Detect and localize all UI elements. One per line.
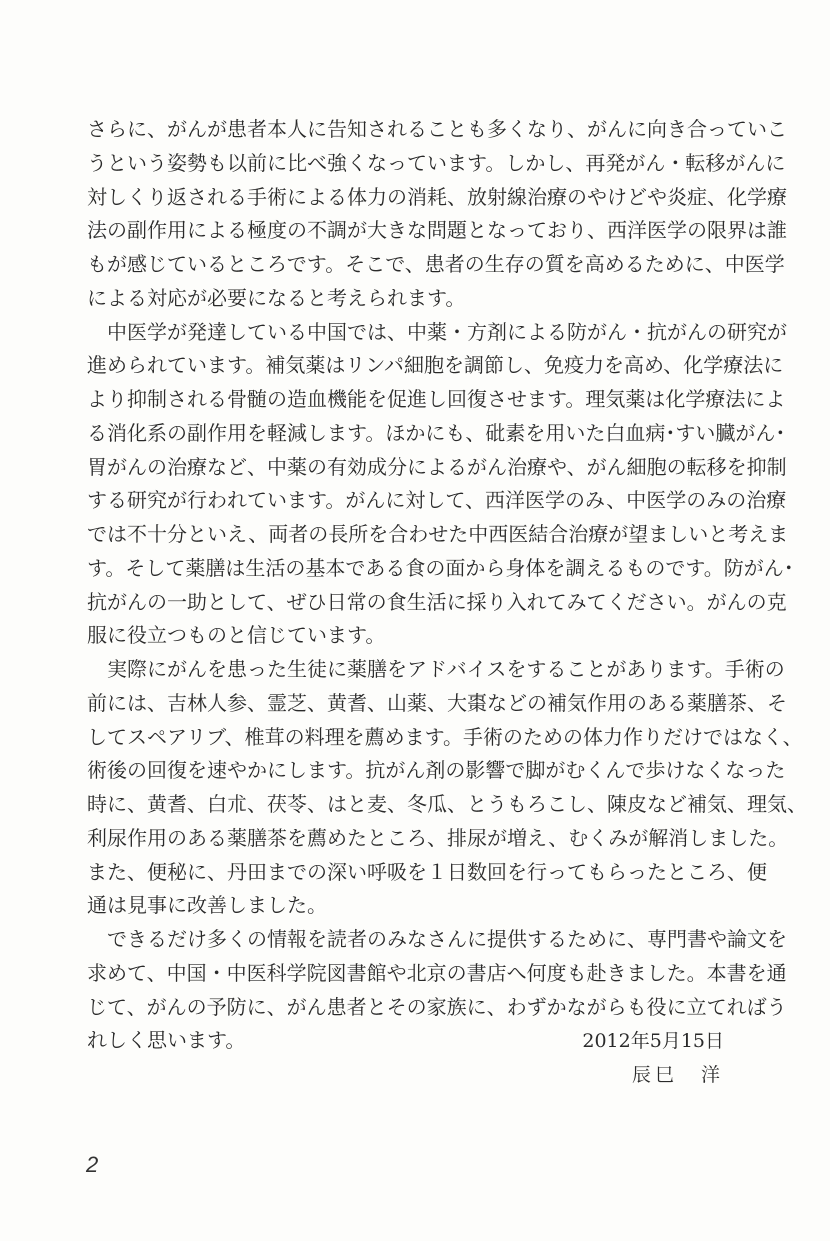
text-line: 対しくり返される手術による体力の消耗、放射線治療のやけどや炎症、化学療	[87, 184, 787, 209]
text-line: 胃がんの治療など、中薬の有効成分によるがん治療や、がん細胞の転移を抑制	[87, 454, 787, 479]
text-line: さらに、がんが患者本人に告知されることも多くなり、がんに向き合っていこ	[87, 117, 787, 141]
text-line: る消化系の副作用を軽減します。ほかにも、砒素を用いた白血病･すい臓がん･	[87, 420, 786, 445]
text-line: 時に、黄耆、白朮、茯苓、はと麦、冬瓜、とうもろこし、陳皮など補気、理気、	[87, 792, 807, 816]
text-line: 術後の回復を速やかにします。抗がん剤の影響で脚がむくんで歩けなくなった	[87, 758, 786, 783]
text-line: してスペアリブ、椎茸の料理を薦めます。手術のための体力作りだけではなく、	[87, 724, 803, 749]
text-line: また、便秘に、丹田までの深い呼吸を１日数回を行ってもらったところ、便	[87, 859, 767, 884]
text-line: 通は見事に改善しました。	[87, 893, 327, 918]
signature-author: 辰巳 洋	[631, 1064, 724, 1086]
text-line: する研究が行われています。がんに対して、西洋医学のみ、中医学のみの治療	[87, 488, 787, 513]
text-line: 服に役立つものと信じています。	[87, 623, 386, 648]
text-line: 中医学が発達している中国では、中薬・方剤による防がん・抗がんの研究が	[87, 319, 787, 344]
text-line: 進められています。補気薬はリンパ細胞を調節し、免疫力を高め、化学療法に	[87, 353, 784, 378]
text-line: 求めて、中国・中医科学院図書館や北京の書店へ何度も赴きました。本書を通	[87, 960, 787, 985]
text-line: れしく思います。	[87, 1028, 246, 1053]
text-line: できるだけ多くの情報を読者のみなさんに提供するために、専門書や論文を	[87, 927, 787, 951]
text-line: もが感じているところです。そこで、患者の生存の質を高めるために、中医学	[87, 252, 785, 276]
text-line: より抑制される骨髄の造血機能を促進し回復させます。理気薬は化学療法によ	[87, 387, 786, 411]
paragraph	[87, 654, 807, 924]
text-line: による対応が必要になると考えられます。	[87, 285, 466, 310]
paragraph	[87, 114, 787, 317]
signature-date: 2012年5月15日	[582, 1030, 724, 1052]
text-line: 実際にがんを患った生徒に薬膳をアドバイスをすることがあります。手術の	[87, 657, 785, 681]
text-line: じて、がんの予防に、がん患者とその家族に、わずかながらも役に立てればう	[87, 994, 787, 1019]
text-line: 利尿作用のある薬膳茶を薦めたところ、排尿が増え、むくみが解消しました。	[87, 825, 789, 850]
text-line: 抗がんの一助として、ぜひ日常の食生活に採り入れてみてください。がんの克	[87, 589, 787, 614]
text-line: す。そして薬膳は生活の基本である食の面から身体を調えるものです。防がん･	[87, 555, 794, 580]
body-text	[87, 114, 807, 1059]
text-line: では不十分といえ、両者の長所を合わせた中西医結合治療が望ましいと考えま	[87, 522, 789, 546]
page-number: 2	[86, 1152, 99, 1177]
text-line: 法の副作用による極度の不調が大きな問題となっており、西洋医学の限界は誰	[87, 218, 787, 243]
text-line: うという姿勢も以前に比べ強くなっています。しかし、再発がん・転移がんに	[87, 150, 786, 175]
text-line: 前には、吉林人参、霊芝、黄耆、山薬、大棗などの補気作用のある薬膳茶、そ	[87, 690, 787, 715]
paragraph	[87, 317, 794, 655]
